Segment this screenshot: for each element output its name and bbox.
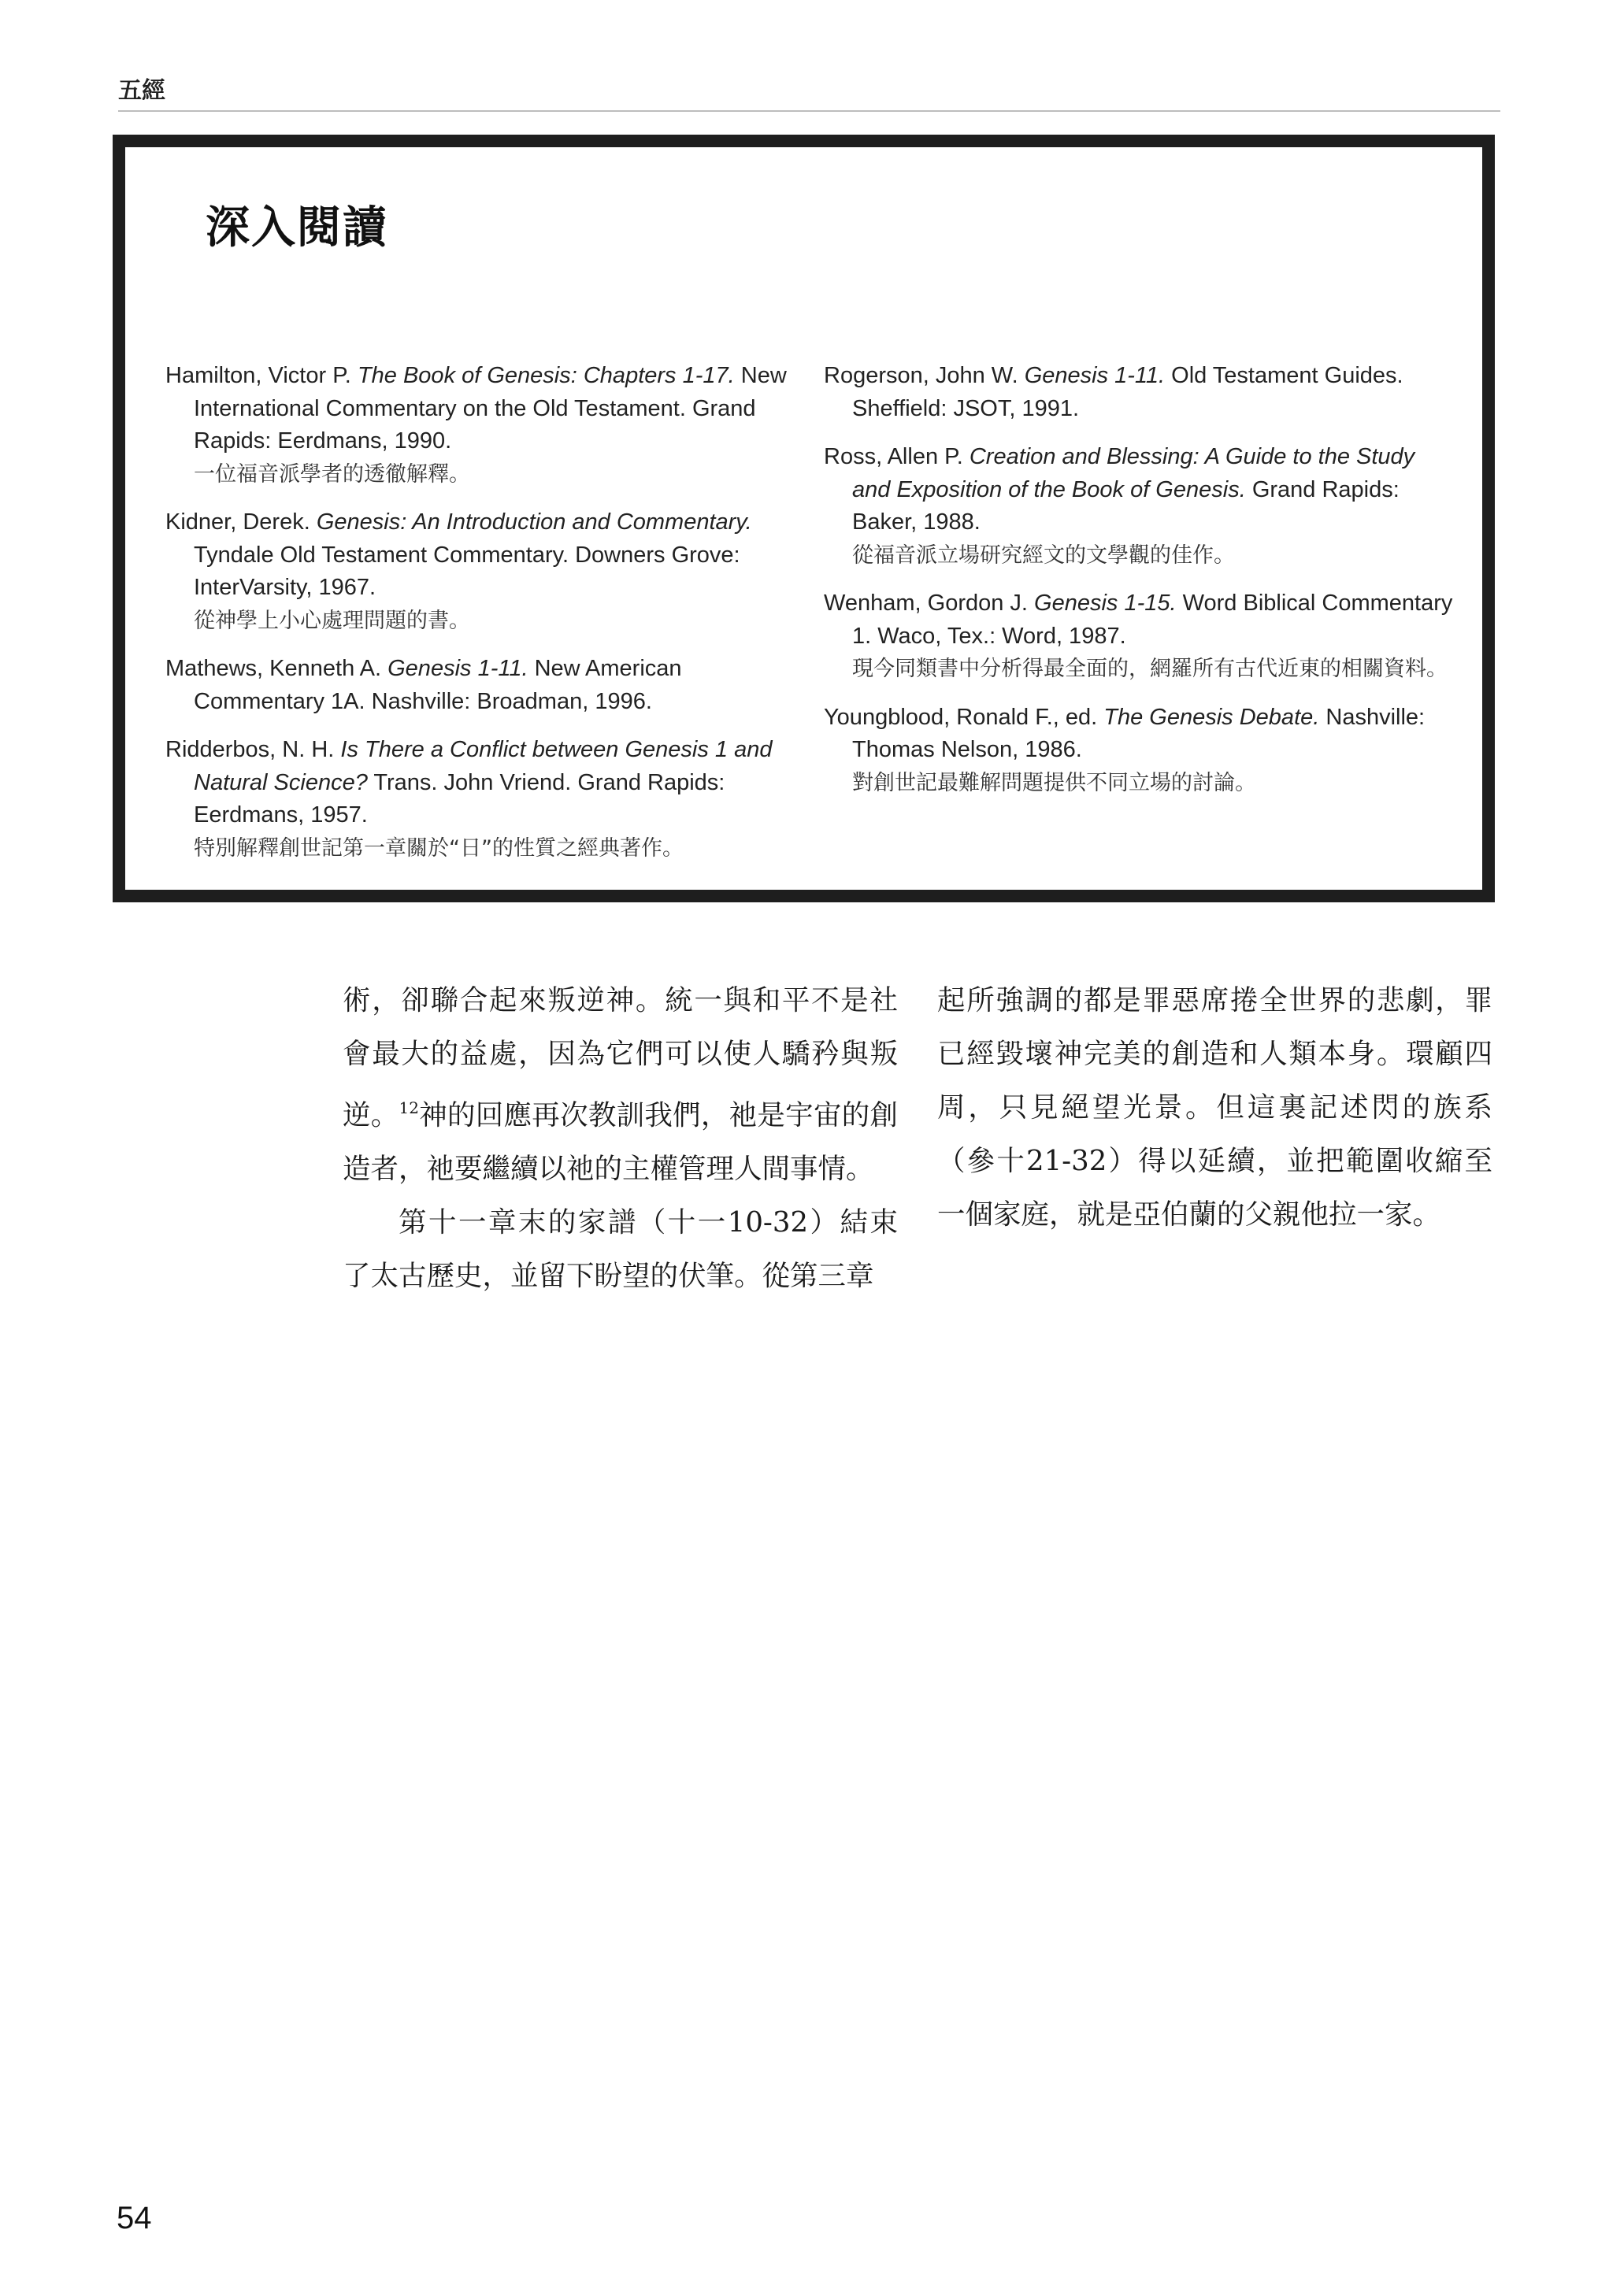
bib-publication: Grand Rapids: Baker, 1988.	[852, 476, 1400, 535]
bib-book-title: Genesis 1-15.	[1034, 591, 1177, 616]
bib-author: Wenham, Gordon J.	[824, 591, 1035, 616]
running-head: 五經	[118, 77, 165, 105]
bib-author: Ross, Allen P.	[824, 444, 970, 469]
header-rule	[118, 110, 1500, 112]
bib-publication: Nashville: Thomas Nelson, 1986.	[852, 704, 1426, 762]
bib-note: 從神學上小心處理問題的書。	[194, 608, 470, 633]
bib-note: 從福音派立場研究經文的文學觀的佳作。	[852, 543, 1235, 568]
bib-entry	[165, 734, 788, 865]
bib-publication: New International Commentary on the Old Testament. Grand Rapids: Eerdmans, 1990.	[194, 363, 787, 454]
page-number: 54	[117, 2201, 152, 2235]
body-text-left-column	[343, 974, 898, 1303]
bib-book-title: The Book of Genesis: Chapters 1-17.	[357, 363, 735, 388]
bib-entry	[824, 587, 1454, 686]
bib-entry	[165, 653, 788, 718]
bib-note: 現今同類書中分析得最全面的，網羅所有古代近東的相關資料。	[852, 657, 1448, 681]
bib-author: Kidner, Derek.	[165, 509, 317, 535]
bib-entry	[165, 506, 788, 637]
body-paragraph: 起所強調的都是罪惡席捲全世界的悲劇，罪已經毀壞神完美的創造和人類本身。環顧四周，只見絕望光景。但這裏記述閃的族系（參十21-32）得以延續，並把範圍收縮至一個家庭，就是亞伯蘭的父親他拉一家。	[937, 984, 1492, 1231]
bibliography-right-column	[824, 360, 1454, 815]
bib-entry	[824, 360, 1454, 425]
bib-note: 對創世記最難解問題提供不同立場的討論。	[852, 770, 1256, 795]
box-title: 深入閱讀	[206, 202, 388, 254]
footnote-ref: 12	[399, 1098, 419, 1117]
bib-book-title: Genesis: An Introduction and Commentary.	[316, 509, 752, 535]
paragraph-text: 神的回應再次教訓我們，祂是宇宙的創造者，祂要繼續以祂的主權管理人間事情。	[343, 1099, 898, 1185]
bib-book-title: Creation and Blessing: A Guide to the Study and Exposition of the Book of Genesis.	[852, 444, 1415, 502]
body-text-right-column	[937, 974, 1492, 1242]
bib-entry	[824, 441, 1454, 572]
bibliography-left-column	[165, 360, 788, 880]
bib-publication: Trans. John Vriend. Grand Rapids: Eerdmans, 1957.	[194, 769, 725, 828]
bib-entry	[824, 702, 1454, 800]
body-paragraph	[343, 974, 898, 1196]
bib-author: Ridderbos, N. H.	[165, 737, 341, 762]
bib-publication: Old Testament Guides. Sheffield: JSOT, 1991.	[852, 363, 1403, 421]
bib-note: 特別解釋創世記第一章關於“日”的性質之經典著作。	[194, 835, 684, 861]
bib-book-title: Genesis 1-11.	[1024, 363, 1166, 388]
bib-note: 一位福音派學者的透徹解釋。	[194, 461, 470, 487]
bib-author: Mathews, Kenneth A.	[165, 656, 388, 681]
bib-book-title: Is There a Conflict between Genesis 1 and Natural Science?	[194, 737, 773, 795]
bib-author: Rogerson, John W.	[824, 363, 1025, 388]
body-paragraph: 第十一章末的家譜（十一10-32）結束了太古歷史，並留下盼望的伏筆。從第三章	[343, 1206, 898, 1292]
bib-publication: Word Biblical Commentary 1. Waco, Tex.: Word, 1987.	[852, 591, 1453, 649]
bib-author: Hamilton, Victor P.	[165, 363, 358, 388]
bib-entry	[165, 360, 788, 491]
bib-author: Youngblood, Ronald F., ed.	[824, 704, 1104, 730]
further-reading-box	[113, 135, 1495, 902]
bib-book-title: Genesis 1-11.	[387, 656, 528, 681]
paragraph-text: 術，卻聯合起來叛逆神。統一與和平不是社會最大的益處，因為它們可以使人驕矜與叛逆。	[343, 984, 898, 1131]
bib-book-title: The Genesis Debate.	[1103, 704, 1320, 730]
bib-publication: Tyndale Old Testament Commentary. Downers Grove: InterVarsity, 1967.	[194, 542, 740, 600]
bib-publication: New American Commentary 1A. Nashville: Broadman, 1996.	[194, 656, 682, 714]
